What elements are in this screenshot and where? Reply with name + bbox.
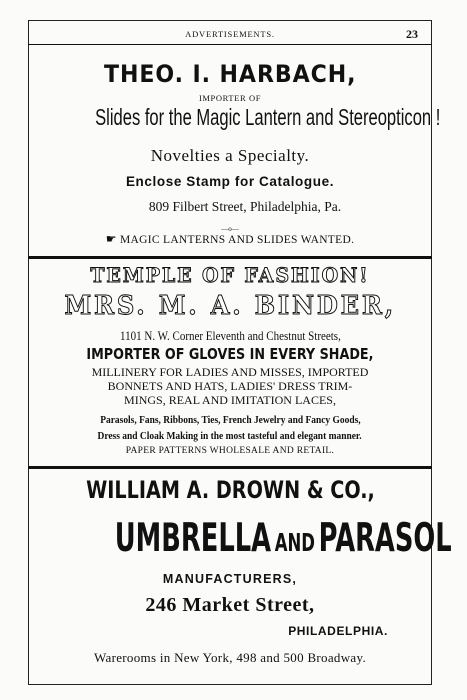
ad2-name: MRS. M. A. BINDER, [64,291,396,321]
ad3-and: AND [274,528,316,557]
header-rule [28,44,432,45]
ad1-wanted: MAGIC LANTERNS AND SLIDES WANTED. [119,234,355,246]
ad1-name: THEO. I. HARBACH, [103,60,357,88]
header-title: ADVERTISEMENTS. [185,29,275,39]
page-number: 23 [406,27,418,41]
ad3-warerooms: Warerooms in New York, 498 and 500 Broadway. [94,650,366,665]
ad1-headline: Slides for the Magic Lantern and Stereopticon ! [95,104,441,130]
pointing-hand-icon: ☛ [105,232,117,246]
ad2-gloves: IMPORTER OF GLOVES IN EVERY SHADE, [86,345,374,363]
ad3-address: 246 Market Street, [145,594,315,616]
ad3-parasol: PARASOL [318,516,452,561]
ad2-patterns: PAPER PATTERNS WHOLESALE AND RETAIL. [125,446,335,456]
ad2-line2: BONNETS AND HATS, LADIES' DRESS TRIM- [107,379,353,393]
ad3-name: WILLIAM A. DROWN & CO., [85,476,375,504]
ad2-line3: MINGS, REAL AND IMITATION LACES, [124,393,336,407]
ad3-umbrella-parasol [28,516,452,561]
ad-divider-1 [28,256,432,259]
ad1-ornament: —o— [221,225,239,233]
running-header [28,27,432,43]
ad2-line1: MILLINERY FOR LADIES AND MISSES, IMPORTED [91,365,369,379]
ad2-title: TEMPLE OF FASHION! [90,263,370,287]
ad3-umbrella: UMBRELLA [114,516,272,561]
ad2-address: 1101 N. W. Corner Eleventh and Chestnut Streets, [119,329,341,343]
ad1-stamp: Enclose Stamp for Catalogue. [125,174,335,189]
ad2-line5: Dress and Cloak Making in the most tasteful and elegant manner. [97,430,363,442]
ad2-line4: Parasols, Fans, Ribbons, Ties, French Jewelry and Fancy Goods, [99,414,361,426]
ad1-wanted-line [28,232,432,246]
ad-divider-2 [28,466,432,469]
ad3-manufacturers: MANUFACTURERS, [162,572,298,586]
ad1-subtitle: IMPORTER OF [198,93,262,103]
ad1-address: 809 Filbert Street, Philadelphia, Pa. [148,199,342,214]
ad1-novelties: Novelties a Specialty. [150,146,310,165]
ad3-city: PHILADELPHIA. [288,624,388,638]
